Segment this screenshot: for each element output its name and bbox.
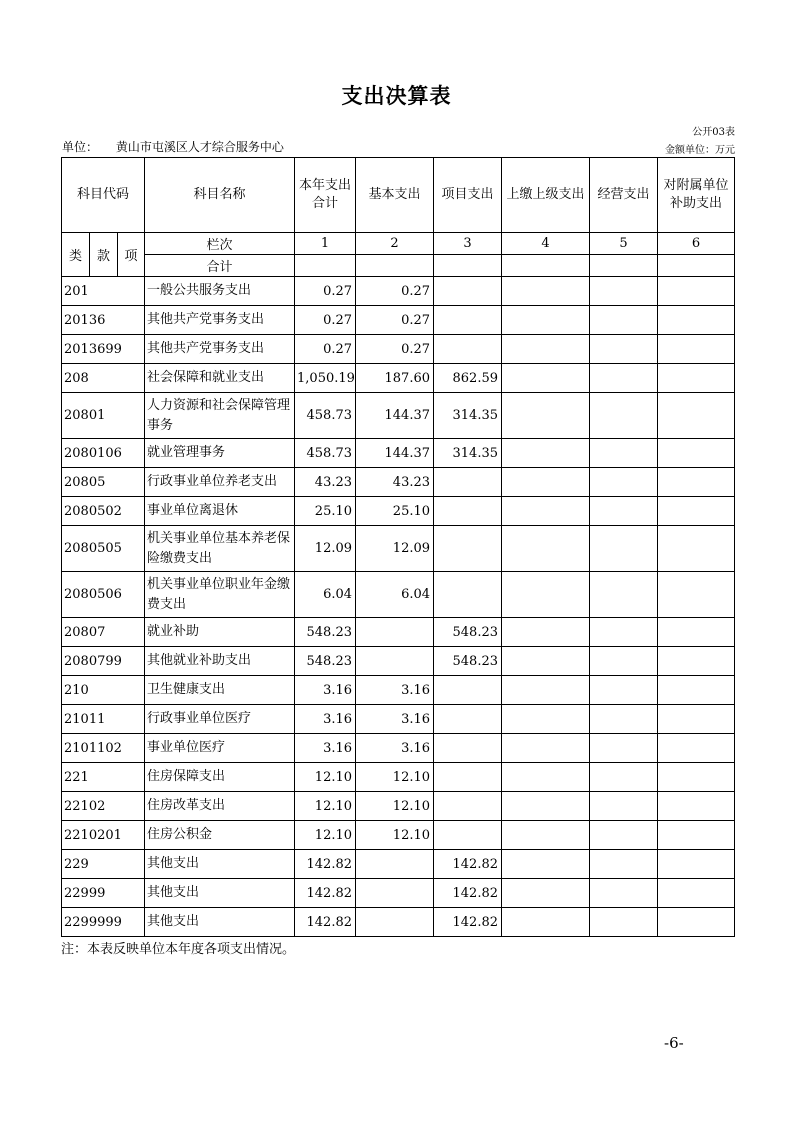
subject-code: 221 xyxy=(62,763,145,792)
business-amount xyxy=(590,526,658,572)
header-lei: 类 xyxy=(62,233,90,277)
subject-code: 22999 xyxy=(62,879,145,908)
header-total: 本年支出合计 xyxy=(295,158,356,233)
business-amount xyxy=(590,497,658,526)
subsidy-amount xyxy=(658,335,735,364)
col-number-3: 3 xyxy=(434,233,502,255)
basic-amount: 12.09 xyxy=(356,526,434,572)
table-row xyxy=(62,364,735,393)
total-cell xyxy=(356,255,434,277)
subsidy-amount xyxy=(658,468,735,497)
table-row xyxy=(62,676,735,705)
subject-code: 208 xyxy=(62,364,145,393)
subsidy-amount xyxy=(658,306,735,335)
basic-amount: 12.10 xyxy=(356,763,434,792)
business-amount xyxy=(590,572,658,618)
table-row xyxy=(62,468,735,497)
business-amount xyxy=(590,908,658,937)
basic-amount: 0.27 xyxy=(356,306,434,335)
subsidy-amount xyxy=(658,572,735,618)
subsidy-amount xyxy=(658,439,735,468)
total-amount: 0.27 xyxy=(295,335,356,364)
total-amount: 458.73 xyxy=(295,393,356,439)
subject-name: 其他支出 xyxy=(145,908,295,937)
header-lanci: 栏次 xyxy=(145,233,295,255)
project-amount xyxy=(434,676,502,705)
subject-name: 行政事业单位医疗 xyxy=(145,705,295,734)
project-amount xyxy=(434,468,502,497)
business-amount xyxy=(590,277,658,306)
table-note: 注：本表反映单位本年度各项支出情况。 xyxy=(61,942,296,957)
subject-name: 一般公共服务支出 xyxy=(145,277,295,306)
subject-name: 机关事业单位基本养老保险缴费支出 xyxy=(145,526,295,572)
total-amount: 458.73 xyxy=(295,439,356,468)
col-number-5: 5 xyxy=(590,233,658,255)
header-business: 经营支出 xyxy=(590,158,658,233)
total-amount: 12.09 xyxy=(295,526,356,572)
basic-amount: 144.37 xyxy=(356,393,434,439)
subject-name: 事业单位医疗 xyxy=(145,734,295,763)
business-amount xyxy=(590,439,658,468)
upper-amount xyxy=(502,821,590,850)
project-amount: 142.82 xyxy=(434,850,502,879)
basic-amount xyxy=(356,850,434,879)
project-amount xyxy=(434,277,502,306)
business-amount xyxy=(590,364,658,393)
subject-code: 2101102 xyxy=(62,734,145,763)
business-amount xyxy=(590,850,658,879)
subsidy-amount xyxy=(658,393,735,439)
total-cell xyxy=(434,255,502,277)
subject-name: 其他支出 xyxy=(145,879,295,908)
basic-amount: 144.37 xyxy=(356,439,434,468)
project-amount xyxy=(434,306,502,335)
subject-code: 20805 xyxy=(62,468,145,497)
subject-code: 2080799 xyxy=(62,647,145,676)
table-row xyxy=(62,705,735,734)
upper-amount xyxy=(502,468,590,497)
table-row xyxy=(62,439,735,468)
project-amount xyxy=(434,526,502,572)
subject-code: 20801 xyxy=(62,393,145,439)
table-row xyxy=(62,763,735,792)
upper-amount xyxy=(502,306,590,335)
upper-amount xyxy=(502,734,590,763)
subsidy-amount xyxy=(658,908,735,937)
table-row xyxy=(62,277,735,306)
subject-name: 社会保障和就业支出 xyxy=(145,364,295,393)
subsidy-amount xyxy=(658,676,735,705)
subject-code: 21011 xyxy=(62,705,145,734)
col-number-4: 4 xyxy=(502,233,590,255)
table-row xyxy=(62,908,735,937)
subsidy-amount xyxy=(658,792,735,821)
subject-name: 住房改革支出 xyxy=(145,792,295,821)
subsidy-amount xyxy=(658,821,735,850)
table-row xyxy=(62,879,735,908)
subject-code: 201 xyxy=(62,277,145,306)
amount-unit: 金额单位：万元 xyxy=(665,145,735,156)
subject-code: 2299999 xyxy=(62,908,145,937)
project-amount xyxy=(434,335,502,364)
business-amount xyxy=(590,821,658,850)
project-amount: 548.23 xyxy=(434,618,502,647)
subject-code: 2210201 xyxy=(62,821,145,850)
project-amount: 142.82 xyxy=(434,879,502,908)
basic-amount: 0.27 xyxy=(356,335,434,364)
project-amount xyxy=(434,792,502,821)
subsidy-amount xyxy=(658,364,735,393)
form-code: 公开03表 xyxy=(692,127,735,138)
basic-amount: 12.10 xyxy=(356,792,434,821)
upper-amount xyxy=(502,908,590,937)
subsidy-amount xyxy=(658,850,735,879)
basic-amount: 6.04 xyxy=(356,572,434,618)
project-amount: 314.35 xyxy=(434,393,502,439)
header-project: 项目支出 xyxy=(434,158,502,233)
total-amount: 3.16 xyxy=(295,734,356,763)
project-amount: 142.82 xyxy=(434,908,502,937)
upper-amount xyxy=(502,763,590,792)
total-cell xyxy=(658,255,735,277)
subject-name: 其他就业补助支出 xyxy=(145,647,295,676)
total-amount: 0.27 xyxy=(295,306,356,335)
table-row xyxy=(62,821,735,850)
table-row xyxy=(62,618,735,647)
project-amount xyxy=(434,821,502,850)
subsidy-amount xyxy=(658,763,735,792)
business-amount xyxy=(590,792,658,821)
upper-amount xyxy=(502,705,590,734)
subject-code: 2080505 xyxy=(62,526,145,572)
subsidy-amount xyxy=(658,497,735,526)
total-amount: 12.10 xyxy=(295,792,356,821)
upper-amount xyxy=(502,879,590,908)
subject-name: 行政事业单位养老支出 xyxy=(145,468,295,497)
basic-amount: 43.23 xyxy=(356,468,434,497)
subject-name: 住房保障支出 xyxy=(145,763,295,792)
total-cell xyxy=(502,255,590,277)
table-row xyxy=(62,306,735,335)
table-row xyxy=(62,335,735,364)
col-number-6: 6 xyxy=(658,233,735,255)
subject-name: 就业补助 xyxy=(145,618,295,647)
page-title: 支出决算表 xyxy=(341,84,452,108)
subsidy-amount xyxy=(658,734,735,763)
table-row xyxy=(62,734,735,763)
basic-amount xyxy=(356,908,434,937)
total-amount: 548.23 xyxy=(295,647,356,676)
total-amount: 1,050.19 xyxy=(295,364,356,393)
basic-amount: 12.10 xyxy=(356,821,434,850)
business-amount xyxy=(590,618,658,647)
business-amount xyxy=(590,335,658,364)
header-row xyxy=(62,158,735,233)
basic-amount xyxy=(356,618,434,647)
upper-amount xyxy=(502,277,590,306)
header-upper: 上缴上级支出 xyxy=(502,158,590,233)
upper-amount xyxy=(502,572,590,618)
subsidy-amount xyxy=(658,526,735,572)
subsidy-amount xyxy=(658,647,735,676)
project-amount xyxy=(434,572,502,618)
header-basic: 基本支出 xyxy=(356,158,434,233)
basic-amount: 3.16 xyxy=(356,734,434,763)
subject-code: 2080106 xyxy=(62,439,145,468)
table-row xyxy=(62,393,735,439)
total-amount: 12.10 xyxy=(295,763,356,792)
total-amount: 142.82 xyxy=(295,908,356,937)
business-amount xyxy=(590,306,658,335)
unit-label: 单位： xyxy=(62,140,99,154)
upper-amount xyxy=(502,676,590,705)
total-amount: 6.04 xyxy=(295,572,356,618)
subject-name: 事业单位离退休 xyxy=(145,497,295,526)
subsidy-amount xyxy=(658,618,735,647)
total-cell xyxy=(295,255,356,277)
table-row xyxy=(62,647,735,676)
basic-amount xyxy=(356,647,434,676)
subject-name: 机关事业单位职业年金缴费支出 xyxy=(145,572,295,618)
subject-name: 其他共产党事务支出 xyxy=(145,306,295,335)
business-amount xyxy=(590,393,658,439)
business-amount xyxy=(590,647,658,676)
subject-name: 其他支出 xyxy=(145,850,295,879)
expenditure-table xyxy=(61,157,735,937)
subject-code: 2080502 xyxy=(62,497,145,526)
upper-amount xyxy=(502,439,590,468)
upper-amount xyxy=(502,647,590,676)
table-row xyxy=(62,526,735,572)
subsidy-amount xyxy=(658,879,735,908)
table-row xyxy=(62,497,735,526)
total-amount: 3.16 xyxy=(295,676,356,705)
basic-amount: 0.27 xyxy=(356,277,434,306)
business-amount xyxy=(590,676,658,705)
project-amount: 862.59 xyxy=(434,364,502,393)
subject-name: 人力资源和社会保障管理事务 xyxy=(145,393,295,439)
table-row xyxy=(62,572,735,618)
subject-name: 卫生健康支出 xyxy=(145,676,295,705)
header-heji: 合计 xyxy=(145,255,295,277)
page-number: -6- xyxy=(664,1034,684,1052)
business-amount xyxy=(590,734,658,763)
business-amount xyxy=(590,468,658,497)
header-name: 科目名称 xyxy=(145,158,295,233)
header-subsidy: 对附属单位补助支出 xyxy=(658,158,735,233)
col-number-2: 2 xyxy=(356,233,434,255)
subsidy-amount xyxy=(658,277,735,306)
total-amount: 142.82 xyxy=(295,879,356,908)
basic-amount: 3.16 xyxy=(356,705,434,734)
basic-amount: 25.10 xyxy=(356,497,434,526)
total-amount: 12.10 xyxy=(295,821,356,850)
project-amount xyxy=(434,705,502,734)
upper-amount xyxy=(502,335,590,364)
subject-name: 住房公积金 xyxy=(145,821,295,850)
basic-amount xyxy=(356,879,434,908)
upper-amount xyxy=(502,497,590,526)
header-kuan: 款 xyxy=(90,233,118,277)
total-amount: 142.82 xyxy=(295,850,356,879)
total-amount: 43.23 xyxy=(295,468,356,497)
subject-code: 210 xyxy=(62,676,145,705)
column-number-row xyxy=(62,233,735,255)
subject-code: 20136 xyxy=(62,306,145,335)
upper-amount xyxy=(502,850,590,879)
subject-code: 229 xyxy=(62,850,145,879)
subject-code: 22102 xyxy=(62,792,145,821)
total-cell xyxy=(590,255,658,277)
total-amount: 0.27 xyxy=(295,277,356,306)
subject-code: 20807 xyxy=(62,618,145,647)
business-amount xyxy=(590,879,658,908)
basic-amount: 3.16 xyxy=(356,676,434,705)
table-row xyxy=(62,850,735,879)
subject-code: 2013699 xyxy=(62,335,145,364)
upper-amount xyxy=(502,526,590,572)
total-amount: 548.23 xyxy=(295,618,356,647)
project-amount: 314.35 xyxy=(434,439,502,468)
business-amount xyxy=(590,763,658,792)
unit-name: 黄山市屯溪区人才综合服务中心 xyxy=(115,140,284,154)
col-number-1: 1 xyxy=(295,233,356,255)
table-row xyxy=(62,792,735,821)
project-amount xyxy=(434,734,502,763)
upper-amount xyxy=(502,364,590,393)
upper-amount xyxy=(502,393,590,439)
upper-amount xyxy=(502,792,590,821)
header-code: 科目代码 xyxy=(62,158,145,233)
total-amount: 25.10 xyxy=(295,497,356,526)
project-amount xyxy=(434,497,502,526)
total-row xyxy=(62,255,735,277)
subsidy-amount xyxy=(658,705,735,734)
subject-code: 2080506 xyxy=(62,572,145,618)
unit-line xyxy=(62,138,284,155)
subject-name: 就业管理事务 xyxy=(145,439,295,468)
basic-amount: 187.60 xyxy=(356,364,434,393)
project-amount: 548.23 xyxy=(434,647,502,676)
business-amount xyxy=(590,705,658,734)
header-xiang: 项 xyxy=(118,233,145,277)
upper-amount xyxy=(502,618,590,647)
total-amount: 3.16 xyxy=(295,705,356,734)
subject-name: 其他共产党事务支出 xyxy=(145,335,295,364)
project-amount xyxy=(434,763,502,792)
